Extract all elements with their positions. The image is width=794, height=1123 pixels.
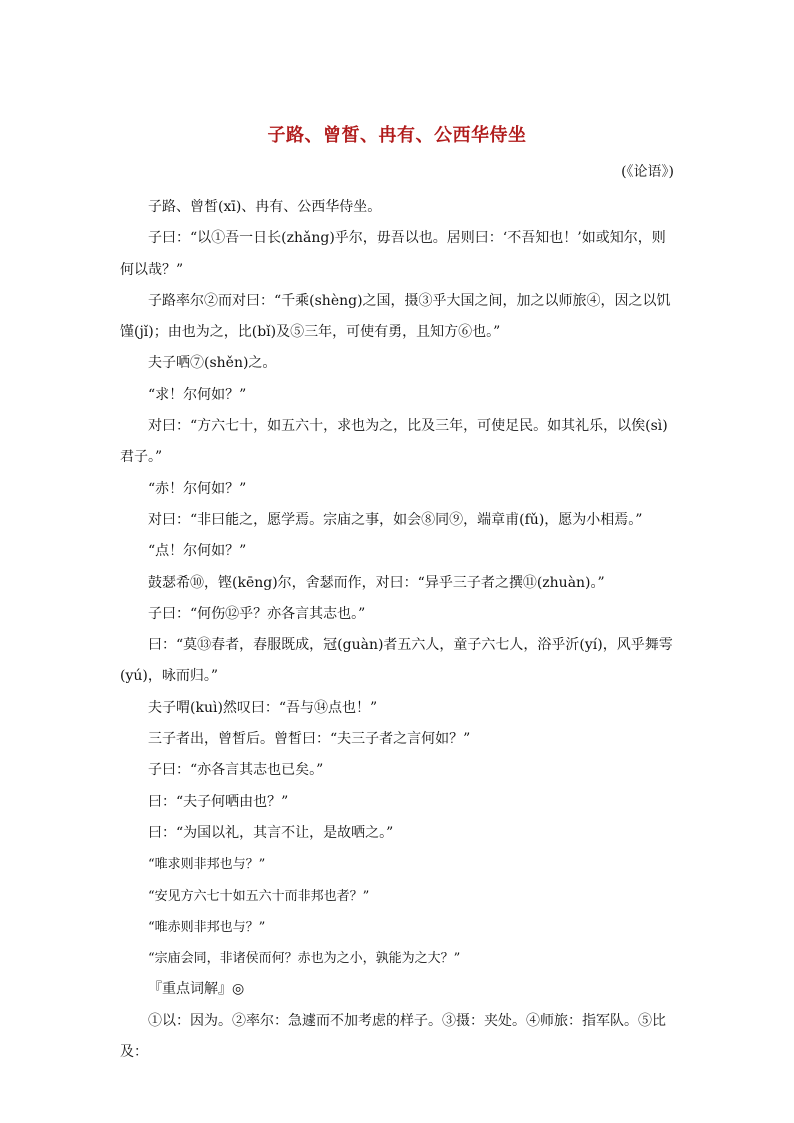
paragraph: 子曰：“以①吾一日长(zhǎng)乎尔，毋吾以也。居则曰：‘不吾知也！’如或知尔，则何以哉？” [120, 230, 666, 278]
paragraph: 曰：“莫⑬春者，春服既成，冠(guàn)者五六人，童子六七人，浴乎沂(yí)，风乎舞雩(yú)，咏而归。” [120, 637, 673, 685]
paragraph: 三子者出，曾皙后。曾皙曰：“夫三子者之言何如？” [148, 731, 471, 748]
paragraph: “唯赤则非邦也与？” [148, 919, 266, 935]
paragraph: 子路率尔②而对曰：“千乘(shèng)之国，摄③乎大国之间，加之以师旅④，因之以饥馑(jǐ)；由也为之，比(bǐ)及⑤三年，可使有勇，且知方⑥也。” [120, 292, 671, 341]
paragraph: 鼓瑟希⑩，铿(kēng)尔，舍瑟而作，对曰：“异乎三子者之撰⑪(zhuàn)。” [148, 574, 605, 591]
paragraph: 子曰：“亦各言其志也已矣。” [148, 762, 324, 779]
text-body [120, 192, 676, 1068]
paragraph: 夫子哂⑦(shěn)之。 [148, 355, 277, 372]
document-title: 子路、曾皙、冉有、公西华侍坐 [267, 125, 527, 146]
paragraph: “宗庙会同，非诸侯而何？赤也为之小，孰能为之大？” [148, 951, 461, 967]
paragraph: 曰：“为国以礼，其言不让，是故哂之。” [148, 824, 394, 841]
paragraph: “唯求则非邦也与？” [148, 857, 266, 873]
paragraph: “安见方六七十如五六十而非邦也者？” [148, 888, 370, 904]
paragraph: 夫子喟(kuì)然叹曰：“吾与⑭点也！” [148, 699, 378, 716]
paragraph: “求！尔何如？” [148, 386, 247, 403]
paragraph: 曰：“夫子何哂由也？” [148, 793, 289, 810]
paragraph: “赤！尔何如？” [148, 480, 247, 497]
paragraph: 子曰：“何伤⑫乎？亦各言其志也。” [148, 605, 366, 622]
paragraph: 对曰：“方六七十，如五六十，求也为之，比及三年，可使足民。如其礼乐，以俟(sì)君子。” [120, 418, 668, 466]
section-heading-key-words: 『重点词解』◎ [148, 981, 245, 998]
paragraph: 对曰：“非曰能之，愿学焉。宗庙之事，如会⑧同⑨，端章甫(fǔ)，愿为小相焉。” [148, 511, 643, 528]
paragraph: 子路、曾皙(xī)、冉有、公西华侍坐。 [148, 199, 382, 215]
paragraph: “点！尔何如？” [148, 543, 247, 560]
source-attribution: (《论语》) [621, 164, 674, 180]
glossary-notes: ①以：因为。②率尔：急遽而不加考虑的样子。③摄：夹处。④师旅：指军队。⑤比及： [120, 1012, 666, 1061]
